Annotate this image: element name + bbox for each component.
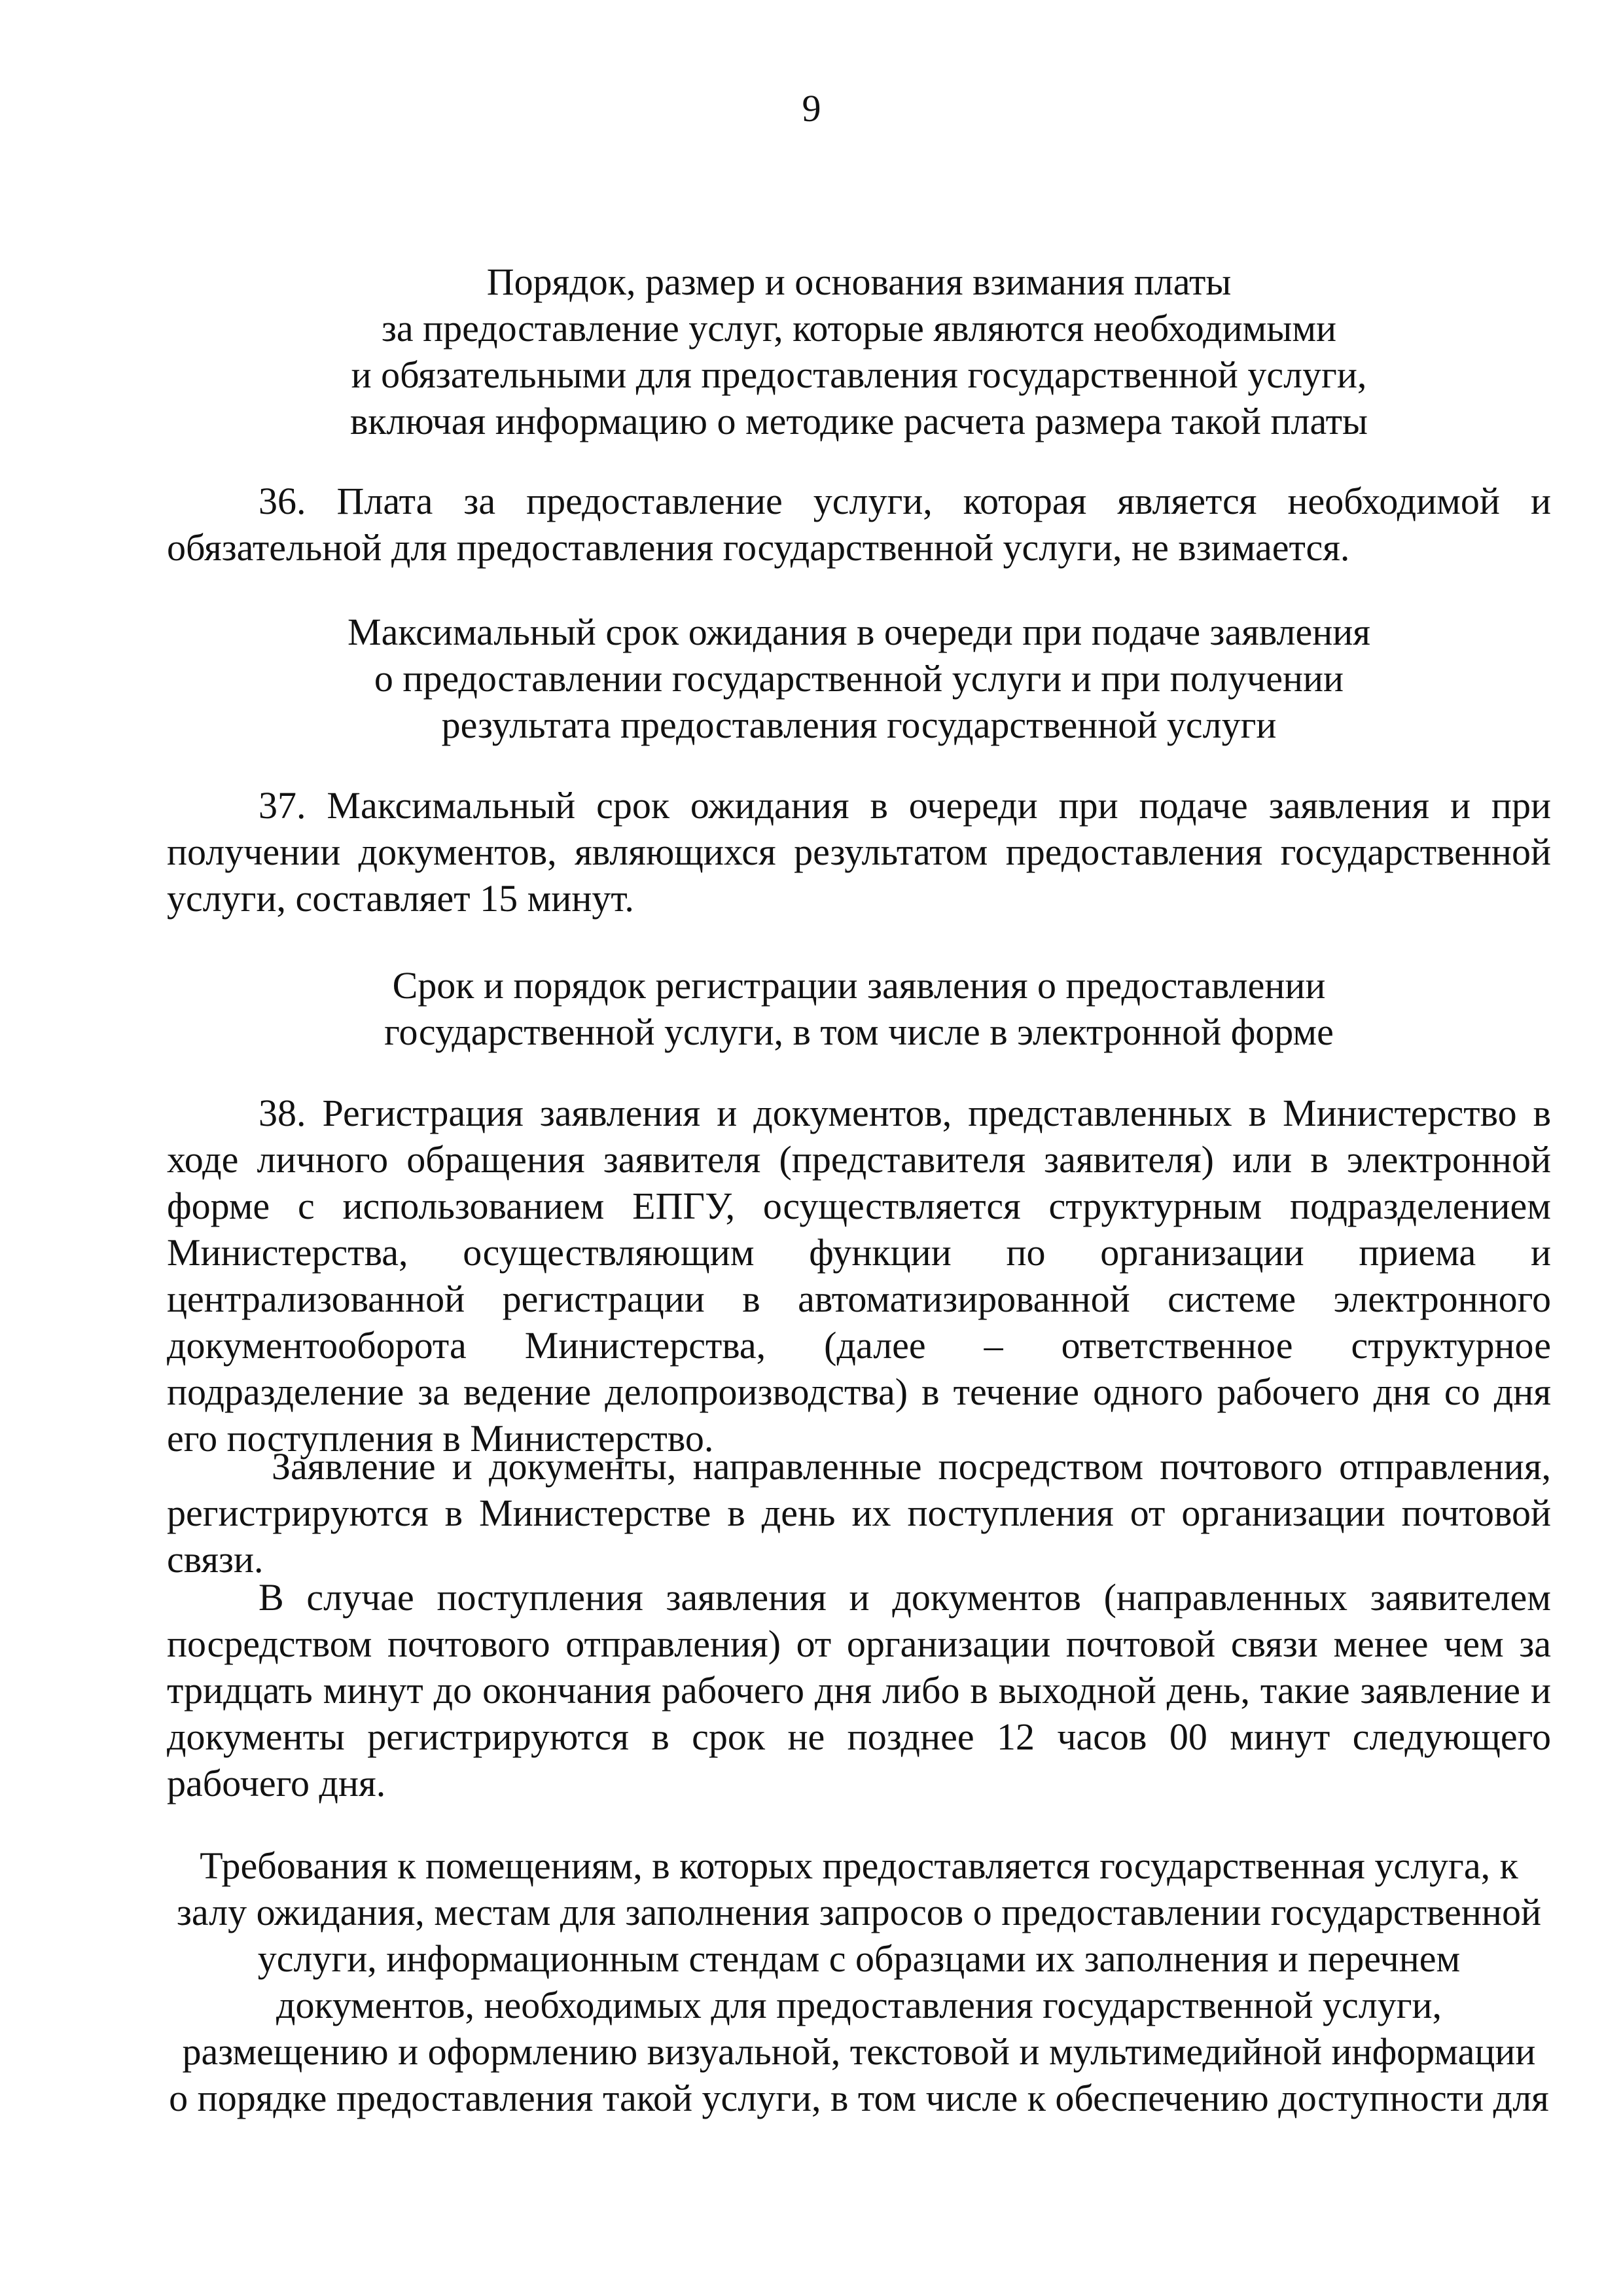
heading-line: результата предоставления государственной услуги bbox=[441, 704, 1277, 746]
section-heading-fee bbox=[167, 259, 1551, 444]
paragraph-36: 36. Плата за предоставление услуги, которая является необходимой и обязательной для предоставления государственной услуги, не взимается. bbox=[167, 480, 1551, 569]
paragraph-37: 37. Максимальный срок ожидания в очереди при подаче заявления и при получении документов, являющихся результатом предоставления государственной услуги, составляет 15 минут. bbox=[167, 784, 1551, 920]
heading-line: включая информацию о методике расчета размера такой платы bbox=[349, 400, 1368, 442]
section-heading-queue bbox=[167, 609, 1551, 748]
heading-line: размещению и оформлению визуальной, текстовой и мультимедийной информации bbox=[182, 2030, 1536, 2073]
heading-line: Требования к помещениям, в которых предоставляется государственная услуга, к bbox=[200, 1844, 1518, 1887]
heading-line: Порядок, размер и основания взимания платы bbox=[486, 260, 1232, 303]
heading-line: о порядке предоставления такой услуги, в том числе к обеспечению доступности для bbox=[169, 2077, 1549, 2119]
heading-line: о предоставлении государственной услуги и при получении bbox=[374, 657, 1344, 700]
page-number: 9 bbox=[802, 87, 821, 130]
heading-line: залу ожидания, местам для заполнения запросов о предоставлении государственной bbox=[177, 1891, 1541, 1933]
heading-line: Максимальный срок ожидания в очереди при подаче заявления bbox=[348, 611, 1370, 653]
heading-line: и обязательными для предоставления государственной услуги, bbox=[351, 353, 1367, 396]
paragraph-38-post: Заявление и документы, направленные посредством почтового отправления, регистрируются в Министерстве в день их поступления от организации почтовой связи. bbox=[167, 1445, 1551, 1581]
heading-line: государственной услуги, в том числе в электронной форме bbox=[384, 1011, 1334, 1053]
paragraph-38-case: В случае поступления заявления и документов (направленных заявителем посредством почтового отправления) от организации почтовой связи менее чем за тридцать минут до окончания рабочего дня либо в выходной день, такие заявление и документы регистрируются в срок не позднее 12 часов 00 минут следующего рабочего дня. bbox=[167, 1576, 1551, 1804]
section-heading-registration bbox=[167, 962, 1551, 1055]
heading-line: услуги, информационным стендам с образцами их заполнения и перечнем bbox=[257, 1937, 1461, 1980]
heading-line: документов, необходимых для предоставления государственной услуги, bbox=[276, 1984, 1442, 2026]
heading-line: Срок и порядок регистрации заявления о предоставлении bbox=[392, 964, 1326, 1007]
paragraph-38: 38. Регистрация заявления и документов, представленных в Министерство в ходе личного обращения заявителя (представителя заявителя) или в электронной форме с использованием ЕПГУ, осуществляется структурным подразделением Министерства, осуществляющим функции по организации приема и централизованной регистрации в автоматизированной системе электронного документооборота Министерства, (далее – ответственное структурное подразделение за ведение делопроизводства) в течение одного рабочего дня со дня его поступления в Министерство. bbox=[167, 1092, 1551, 1460]
section-heading-premises bbox=[167, 1842, 1551, 2121]
heading-line: за предоставление услуг, которые являются необходимыми bbox=[381, 307, 1337, 350]
